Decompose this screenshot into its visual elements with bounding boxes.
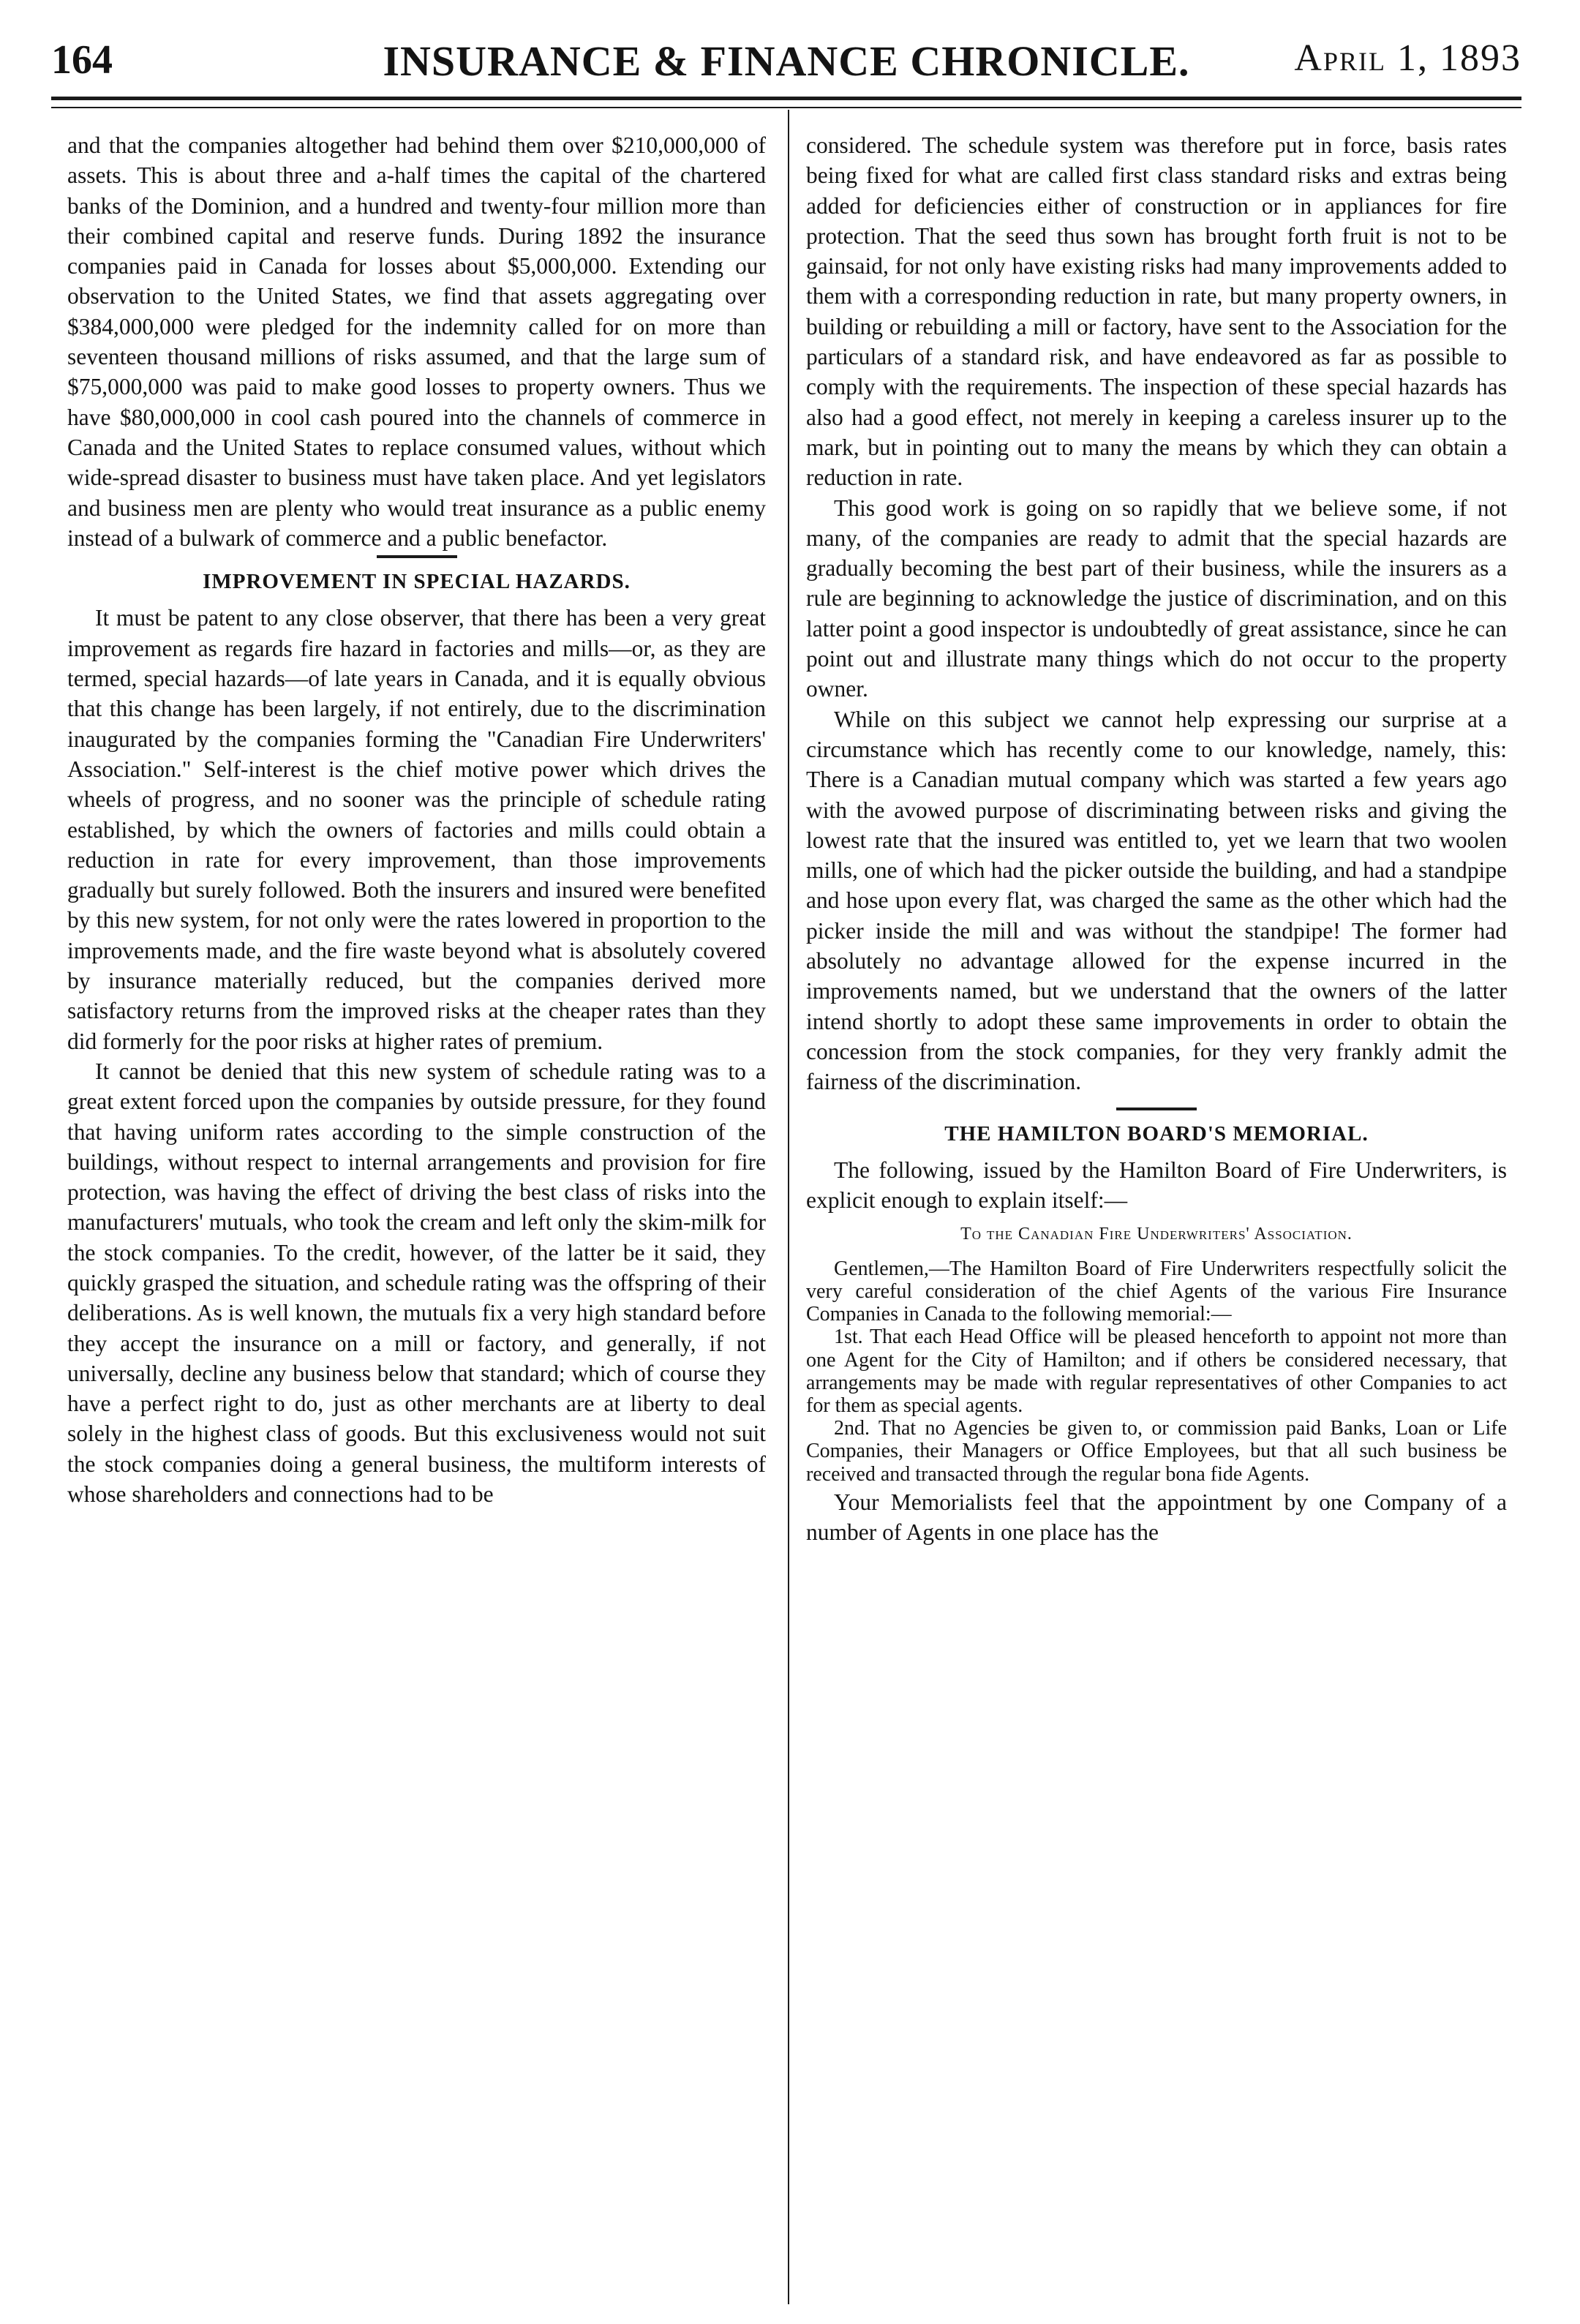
memorial-paragraph: 1st. That each Head Office will be pleased henceforth to appoint not more than one Agent for the City of Hamilton; and if others be considered necessary, that arrangements may be made with regular representatives of other Companies to act for them as special agents. <box>806 1325 1507 1417</box>
body-paragraph: While on this subject we cannot help expressing our surprise at a circumstance which has recently come to our knowledge, namely, this: There is a Canadian mutual company which was started a few years ago with the avowed purpose of discriminating between risks and giving the lowest rate that the insured was entitled to, yet we learn that two woolen mills, one of which had the picker outside the building, and had a standpipe and hose upon every flat, was charged the same as the other which had the picker inside the mill and was without the standpipe! The former had absolutely no advantage allowed for the expense incurred in the improvements named, but we understand that the owners of the latter intend shortly to adopt these same improvements in order to obtain the concession from the stock companies, for they very frankly admit the fairness of the discrimination. <box>806 706 1507 1095</box>
memorial-intro: The following, issued by the Hamilton Board of Fire Underwriters, is explicit enough to explain itself:— <box>806 1157 1507 1214</box>
issue-date: April 1, 1893 <box>1294 37 1521 79</box>
memorial-text <box>806 1257 1507 1486</box>
left-column <box>67 130 766 1509</box>
intro-paragraph: and that the companies altogether had behind them over $210,000,000 of assets. This is about three and a-half times the capital of the chartered banks of the Dominion, and a hundred and twenty-four million more than their combined capital and reserve funds. During 1892 the insurance companies paid in Canada for losses about $5,000,000. Extending our observation to the United States, we find that assets aggregating over $384,000,000 were pledged for the indemnity called for on more than seventeen thousand millions of risks assumed, and that the large sum of $75,000,000 was paid to make good losses to property owners. Thus we have $80,000,000 in cool cash poured into the channels of commerce in Canada and the United States to replace consumed values, without which wide-spread disaster to business must have taken place. And yet legislators and business men are plenty who would treat insurance as a public enemy instead of a bulwark of commerce and a public benefactor. <box>67 132 766 551</box>
body-paragraph: This good work is going on so rapidly that we believe some, if not many, of the companies are ready to admit that the special hazards are gradually becoming the best part of their business, while the insurers as a rule are beginning to acknowledge the justice of discrimination, and on this latter point a good inspector is undoubtedly of great assistance, since he can point out and illustrate many things which do not occur to the property owner. <box>806 494 1507 702</box>
section-heading-hamilton-memorial: THE HAMILTON BOARD'S MEMORIAL. <box>944 1121 1369 1146</box>
header-rule-thick <box>51 97 1521 100</box>
continuation-paragraph: considered. The schedule system was therefore put in force, basis rates being fixed for what are called first class standard risks and extras being added for deficiencies either of construction or in appliances for fire protection. That the seed thus sown has brought forth fruit is not to be gainsaid, for not only have existing risks had many improvements added to them with a corresponding reduction in rate, but many property owners, in building or rebuilding a mill or factory, have sent to the Association for the particulars of a standard risk, and have endeavored as far as possible to comply with the requirements. The inspection of these special hazards has also had a good effect, not merely in keeping a careless insurer up to the mark, but in pointing out to many the means by which they can obtain a reduction in rate. <box>806 132 1507 491</box>
column-divider <box>788 110 789 2304</box>
body-paragraph: It must be patent to any close observer, that there has been a very great improvement as regards fire hazard in factories and mills—or, as they are termed, special hazards—of late years in Canada, and it is equally obvious that this change has been largely, if not entirely, due to the discrimination inaugurated by the companies forming the "Canadian Fire Underwriters' Association." Self-interest is the chief motive power which drives the wheels of progress, and no sooner was the principle of schedule rating established, by which the owners of factories and mills could obtain a reduction in rate for every improvement, than those improvements gradually but surely followed. Both the insurers and insured were benefited by this new system, for not only were the rates lowered in proportion to the improvements made, and the fire waste beyond what is absolutely covered by insurance materially reduced, but the companies derived more satisfactory returns from the improved risks at the cheaper rates than they did formerly for the poor risks at higher rates of premium. <box>67 605 766 1054</box>
memorial-salutation: To the Canadian Fire Underwriters' Association. <box>960 1225 1353 1244</box>
header-rule-thin <box>51 107 1521 108</box>
page-header <box>51 37 1521 102</box>
journal-title: INSURANCE & FINANCE CHRONICLE. <box>383 37 1190 85</box>
right-column <box>806 130 1507 1547</box>
section-separator <box>377 555 457 558</box>
page-number: 164 <box>51 37 113 83</box>
memorial-paragraph: 2nd. That no Agencies be given to, or commission paid Banks, Loan or Life Companies, their Managers or Office Employees, but that all such business be received and transacted through the regular bona fide Agents. <box>806 1417 1507 1486</box>
section-separator <box>1116 1108 1197 1110</box>
memorial-paragraph: Gentlemen,—The Hamilton Board of Fire Underwriters respectfully solicit the very careful consideration of the chief Agents of the various Fire Insurance Companies in Canada to the following memorial:— <box>806 1257 1507 1326</box>
section-heading-special-hazards: IMPROVEMENT IN SPECIAL HAZARDS. <box>203 570 631 594</box>
memorialists-paragraph: Your Memorialists feel that the appointment by one Company of a number of Agents in one place has the <box>806 1489 1507 1546</box>
body-paragraph: It cannot be denied that this new system of schedule rating was to a great extent forced upon the companies by outside pressure, for they found that having uniform rates according to the simple construction of the buildings, without respect to internal arrangements and provision for fire protection, was having the effect of driving the best class of risks into the manufacturers' mutuals, who took the cream and left only the skim-milk for the stock companies. To the credit, however, of the latter be it said, they quickly grasped the situation, and schedule rating was the offspring of their deliberations. As is well known, the mutuals fix a very high standard before they accept the insurance on a mill or factory, and generally, if not universally, decline any business below that standard; which of course they have a perfect right to do, just as other merchants are at liberty to deal solely in the highest class of goods. But this exclusiveness would not suit the stock companies doing a general business, the multiform interests of whose shareholders and connections had to be <box>67 1058 766 1508</box>
